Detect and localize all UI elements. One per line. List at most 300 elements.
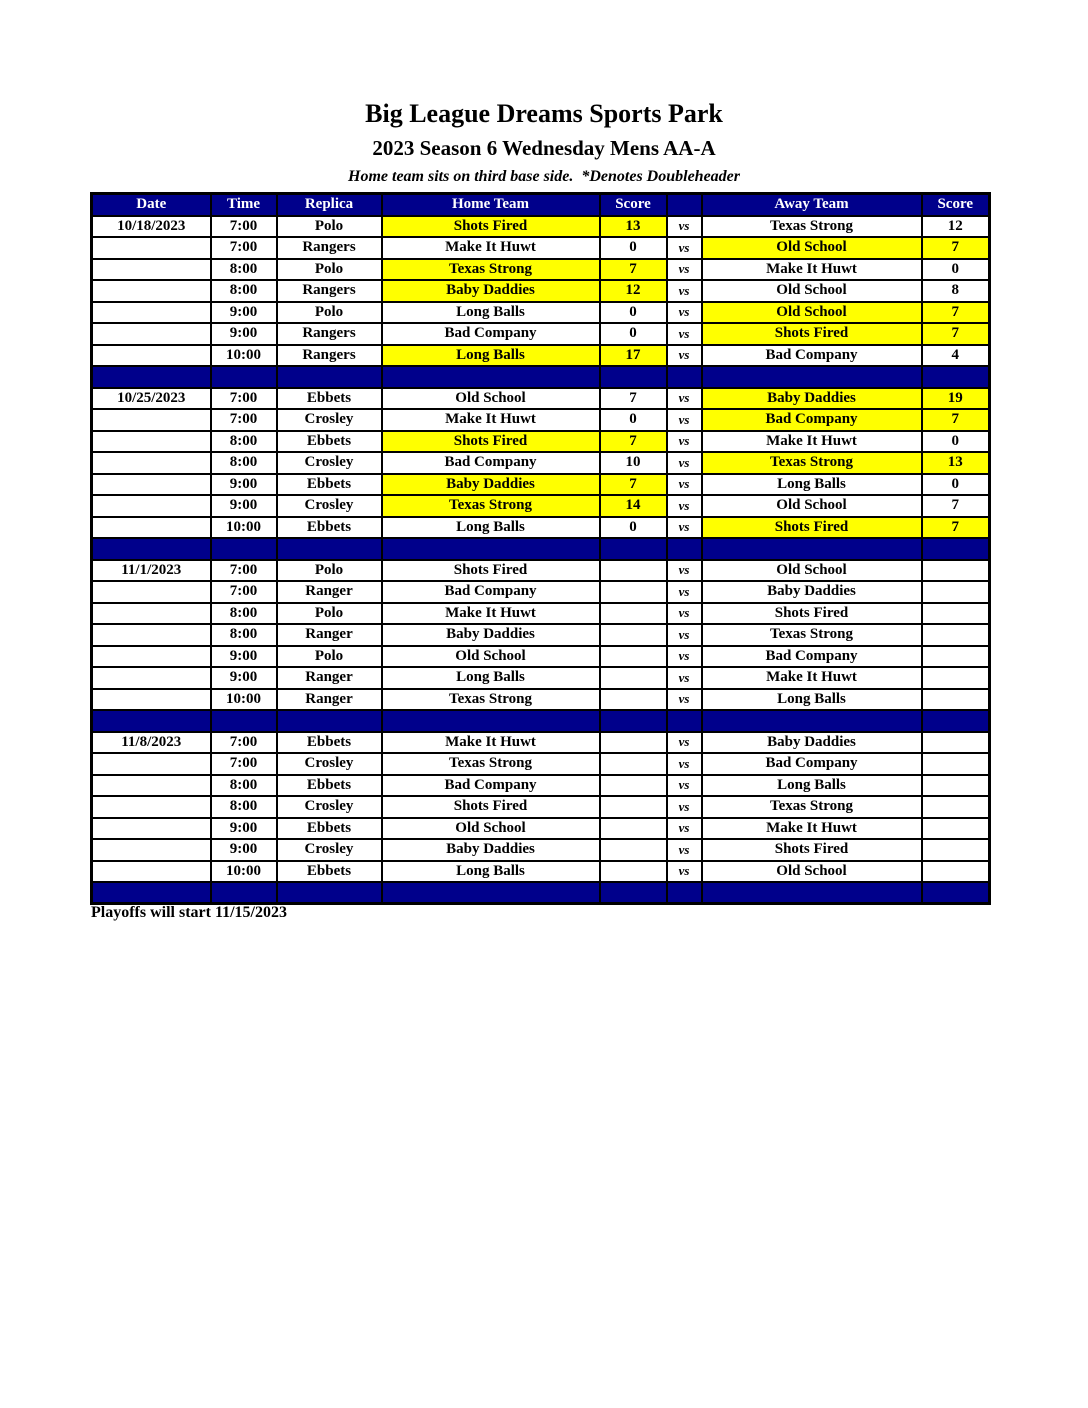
vs-cell: vs: [667, 452, 702, 474]
away-team-cell: Make It Huwt: [702, 259, 922, 281]
away-team-cell: Shots Fired: [702, 839, 922, 861]
away-team-cell: Texas Strong: [702, 216, 922, 238]
separator-row: [92, 710, 990, 732]
away-score-cell: 0: [922, 431, 990, 453]
away-team-cell: Long Balls: [702, 474, 922, 496]
home-team-cell: Long Balls: [382, 667, 600, 689]
replica-cell: Ebbets: [277, 388, 382, 410]
home-score-cell: 0: [600, 517, 667, 539]
home-team-cell: Long Balls: [382, 345, 600, 367]
home-score-cell: [600, 775, 667, 797]
game-row: [92, 474, 990, 496]
vs-cell: vs: [667, 861, 702, 883]
time-cell: 10:00: [211, 689, 277, 711]
away-score-cell: [922, 732, 990, 754]
away-team-cell: Baby Daddies: [702, 388, 922, 410]
replica-cell: Rangers: [277, 280, 382, 302]
home-score-cell: 0: [600, 237, 667, 259]
date-cell: [92, 280, 211, 302]
replica-cell: Polo: [277, 302, 382, 324]
col-header-home-team: Home Team: [382, 194, 600, 216]
time-cell: 9:00: [211, 474, 277, 496]
date-cell: 10/25/2023: [92, 388, 211, 410]
col-header-vs: [667, 194, 702, 216]
home-team-cell: Long Balls: [382, 302, 600, 324]
home-score-cell: [600, 603, 667, 625]
vs-cell: vs: [667, 388, 702, 410]
col-header-away-score: Score: [922, 194, 990, 216]
away-score-cell: 7: [922, 517, 990, 539]
home-team-cell: Baby Daddies: [382, 280, 600, 302]
page-title: Big League Dreams Sports Park: [365, 99, 723, 128]
date-cell: [92, 667, 211, 689]
separator-cell: [600, 366, 667, 388]
home-team-cell: Texas Strong: [382, 495, 600, 517]
separator-cell: [211, 882, 277, 904]
schedule-table: [90, 192, 991, 905]
game-row: [92, 818, 990, 840]
game-row: [92, 667, 990, 689]
date-cell: [92, 409, 211, 431]
time-cell: 9:00: [211, 818, 277, 840]
vs-cell: vs: [667, 560, 702, 582]
separator-cell: [600, 538, 667, 560]
date-cell: [92, 345, 211, 367]
time-cell: 7:00: [211, 560, 277, 582]
home-score-cell: 14: [600, 495, 667, 517]
separator-cell: [600, 882, 667, 904]
time-cell: 8:00: [211, 775, 277, 797]
away-team-cell: Old School: [702, 237, 922, 259]
time-cell: 7:00: [211, 581, 277, 603]
home-score-cell: [600, 732, 667, 754]
home-team-cell: Shots Fired: [382, 216, 600, 238]
game-row: [92, 431, 990, 453]
time-cell: 8:00: [211, 452, 277, 474]
away-score-cell: 7: [922, 302, 990, 324]
vs-cell: vs: [667, 667, 702, 689]
separator-cell: [667, 882, 702, 904]
separator-cell: [382, 882, 600, 904]
replica-cell: Rangers: [277, 237, 382, 259]
home-team-cell: Shots Fired: [382, 796, 600, 818]
home-score-cell: [600, 839, 667, 861]
game-row: [92, 452, 990, 474]
time-cell: 10:00: [211, 517, 277, 539]
separator-cell: [702, 538, 922, 560]
away-team-cell: Bad Company: [702, 753, 922, 775]
away-team-cell: Make It Huwt: [702, 818, 922, 840]
home-team-cell: Make It Huwt: [382, 732, 600, 754]
date-cell: [92, 796, 211, 818]
away-team-cell: Old School: [702, 280, 922, 302]
vs-cell: vs: [667, 624, 702, 646]
home-team-cell: Texas Strong: [382, 689, 600, 711]
schedule-table-body: [92, 216, 990, 904]
date-cell: [92, 753, 211, 775]
away-score-cell: 7: [922, 495, 990, 517]
game-row: [92, 603, 990, 625]
away-score-cell: 7: [922, 409, 990, 431]
game-row: [92, 388, 990, 410]
separator-cell: [277, 882, 382, 904]
date-cell: [92, 646, 211, 668]
home-team-cell: Old School: [382, 646, 600, 668]
home-score-cell: [600, 646, 667, 668]
home-score-cell: 13: [600, 216, 667, 238]
separator-cell: [922, 882, 990, 904]
time-cell: 7:00: [211, 388, 277, 410]
away-team-cell: Texas Strong: [702, 452, 922, 474]
away-team-cell: Old School: [702, 495, 922, 517]
replica-cell: Ebbets: [277, 861, 382, 883]
away-score-cell: 4: [922, 345, 990, 367]
vs-cell: vs: [667, 753, 702, 775]
vs-cell: vs: [667, 431, 702, 453]
replica-cell: Rangers: [277, 345, 382, 367]
separator-row: [92, 366, 990, 388]
away-team-cell: Long Balls: [702, 689, 922, 711]
home-score-cell: 7: [600, 431, 667, 453]
home-team-cell: Bad Company: [382, 323, 600, 345]
vs-cell: vs: [667, 775, 702, 797]
date-cell: [92, 818, 211, 840]
vs-cell: vs: [667, 216, 702, 238]
separator-cell: [382, 538, 600, 560]
date-cell: [92, 323, 211, 345]
away-team-cell: Shots Fired: [702, 517, 922, 539]
separator-cell: [211, 538, 277, 560]
schedule-table-head: [92, 194, 990, 216]
replica-cell: Ebbets: [277, 517, 382, 539]
separator-cell: [702, 882, 922, 904]
date-cell: [92, 624, 211, 646]
vs-cell: vs: [667, 581, 702, 603]
away-team-cell: Bad Company: [702, 646, 922, 668]
col-header-date: Date: [92, 194, 211, 216]
date-cell: [92, 839, 211, 861]
time-cell: 7:00: [211, 237, 277, 259]
home-team-cell: Shots Fired: [382, 560, 600, 582]
replica-cell: Ebbets: [277, 474, 382, 496]
home-score-cell: [600, 753, 667, 775]
replica-cell: Crosley: [277, 495, 382, 517]
time-cell: 7:00: [211, 732, 277, 754]
away-team-cell: Old School: [702, 861, 922, 883]
vs-cell: vs: [667, 323, 702, 345]
replica-cell: Ebbets: [277, 818, 382, 840]
game-row: [92, 259, 990, 281]
home-team-cell: Baby Daddies: [382, 624, 600, 646]
game-row: [92, 689, 990, 711]
col-header-away-team: Away Team: [702, 194, 922, 216]
away-team-cell: Baby Daddies: [702, 732, 922, 754]
time-cell: 9:00: [211, 495, 277, 517]
away-score-cell: 0: [922, 474, 990, 496]
time-cell: 7:00: [211, 409, 277, 431]
away-score-cell: 13: [922, 452, 990, 474]
separator-cell: [211, 366, 277, 388]
time-cell: 7:00: [211, 753, 277, 775]
home-team-cell: Make It Huwt: [382, 409, 600, 431]
separator-cell: [702, 366, 922, 388]
separator-row: [92, 538, 990, 560]
away-score-cell: [922, 796, 990, 818]
time-cell: 9:00: [211, 839, 277, 861]
away-score-cell: [922, 818, 990, 840]
home-score-cell: 0: [600, 302, 667, 324]
date-cell: [92, 603, 211, 625]
home-team-cell: Make It Huwt: [382, 603, 600, 625]
date-cell: [92, 581, 211, 603]
game-row: [92, 839, 990, 861]
home-score-cell: [600, 560, 667, 582]
away-score-cell: 19: [922, 388, 990, 410]
home-score-cell: [600, 581, 667, 603]
separator-row: [92, 882, 990, 904]
vs-cell: vs: [667, 689, 702, 711]
time-cell: 8:00: [211, 259, 277, 281]
game-row: [92, 861, 990, 883]
home-team-note: Home team sits on third base side. *Denotes Doubleheader: [348, 168, 740, 185]
home-score-cell: 7: [600, 388, 667, 410]
away-score-cell: 7: [922, 323, 990, 345]
vs-cell: vs: [667, 603, 702, 625]
replica-cell: Ranger: [277, 624, 382, 646]
away-team-cell: Shots Fired: [702, 603, 922, 625]
home-team-cell: Old School: [382, 818, 600, 840]
time-cell: 9:00: [211, 667, 277, 689]
date-cell: [92, 452, 211, 474]
time-cell: 8:00: [211, 603, 277, 625]
time-cell: 9:00: [211, 323, 277, 345]
date-cell: 11/8/2023: [92, 732, 211, 754]
home-score-cell: [600, 861, 667, 883]
home-score-cell: [600, 818, 667, 840]
separator-cell: [667, 710, 702, 732]
separator-cell: [277, 538, 382, 560]
date-cell: [92, 474, 211, 496]
home-team-cell: Baby Daddies: [382, 474, 600, 496]
home-team-cell: Shots Fired: [382, 431, 600, 453]
date-cell: [92, 302, 211, 324]
home-score-cell: 10: [600, 452, 667, 474]
home-score-cell: 0: [600, 323, 667, 345]
home-score-cell: [600, 689, 667, 711]
vs-cell: vs: [667, 474, 702, 496]
away-team-cell: Texas Strong: [702, 624, 922, 646]
replica-cell: Rangers: [277, 323, 382, 345]
game-row: [92, 216, 990, 238]
col-header-time: Time: [211, 194, 277, 216]
vs-cell: vs: [667, 839, 702, 861]
game-row: [92, 517, 990, 539]
date-cell: [92, 861, 211, 883]
replica-cell: Ranger: [277, 667, 382, 689]
home-score-cell: [600, 624, 667, 646]
game-row: [92, 345, 990, 367]
away-team-cell: Make It Huwt: [702, 431, 922, 453]
game-row: [92, 646, 990, 668]
separator-cell: [667, 366, 702, 388]
home-score-cell: [600, 796, 667, 818]
game-row: [92, 775, 990, 797]
replica-cell: Crosley: [277, 753, 382, 775]
col-header-replica: Replica: [277, 194, 382, 216]
home-team-cell: Baby Daddies: [382, 839, 600, 861]
home-team-cell: Bad Company: [382, 581, 600, 603]
replica-cell: Polo: [277, 560, 382, 582]
home-team-cell: Long Balls: [382, 861, 600, 883]
separator-cell: [92, 366, 211, 388]
replica-cell: Polo: [277, 603, 382, 625]
time-cell: 10:00: [211, 861, 277, 883]
separator-cell: [382, 710, 600, 732]
replica-cell: Ranger: [277, 581, 382, 603]
vs-cell: vs: [667, 345, 702, 367]
away-score-cell: [922, 689, 990, 711]
time-cell: 8:00: [211, 796, 277, 818]
date-cell: 11/1/2023: [92, 560, 211, 582]
away-score-cell: [922, 581, 990, 603]
separator-cell: [922, 538, 990, 560]
date-cell: [92, 517, 211, 539]
home-team-cell: Texas Strong: [382, 753, 600, 775]
game-row: [92, 302, 990, 324]
vs-cell: vs: [667, 237, 702, 259]
game-row: [92, 581, 990, 603]
home-team-cell: Texas Strong: [382, 259, 600, 281]
away-team-cell: Old School: [702, 302, 922, 324]
time-cell: 8:00: [211, 431, 277, 453]
separator-cell: [922, 366, 990, 388]
replica-cell: Ranger: [277, 689, 382, 711]
separator-cell: [92, 538, 211, 560]
replica-cell: Ebbets: [277, 431, 382, 453]
home-team-cell: Old School: [382, 388, 600, 410]
replica-cell: Polo: [277, 259, 382, 281]
col-header-home-score: Score: [600, 194, 667, 216]
away-team-cell: Old School: [702, 560, 922, 582]
time-cell: 9:00: [211, 302, 277, 324]
home-score-cell: 7: [600, 259, 667, 281]
away-score-cell: [922, 624, 990, 646]
separator-cell: [382, 366, 600, 388]
away-team-cell: Baby Daddies: [702, 581, 922, 603]
vs-cell: vs: [667, 732, 702, 754]
time-cell: 7:00: [211, 216, 277, 238]
home-score-cell: 0: [600, 409, 667, 431]
game-row: [92, 624, 990, 646]
away-team-cell: Long Balls: [702, 775, 922, 797]
away-team-cell: Bad Company: [702, 409, 922, 431]
replica-cell: Crosley: [277, 796, 382, 818]
home-team-cell: Long Balls: [382, 517, 600, 539]
game-row: [92, 732, 990, 754]
away-score-cell: [922, 603, 990, 625]
vs-cell: vs: [667, 818, 702, 840]
away-score-cell: 0: [922, 259, 990, 281]
separator-cell: [667, 538, 702, 560]
vs-cell: vs: [667, 280, 702, 302]
replica-cell: Ebbets: [277, 732, 382, 754]
replica-cell: Polo: [277, 646, 382, 668]
away-team-cell: Make It Huwt: [702, 667, 922, 689]
replica-cell: Crosley: [277, 409, 382, 431]
away-score-cell: 12: [922, 216, 990, 238]
away-score-cell: 7: [922, 237, 990, 259]
away-team-cell: Texas Strong: [702, 796, 922, 818]
date-cell: [92, 689, 211, 711]
game-row: [92, 796, 990, 818]
season-subtitle: 2023 Season 6 Wednesday Mens AA-A: [372, 136, 716, 160]
away-score-cell: [922, 646, 990, 668]
home-score-cell: 12: [600, 280, 667, 302]
time-cell: 10:00: [211, 345, 277, 367]
vs-cell: vs: [667, 646, 702, 668]
date-cell: 10/18/2023: [92, 216, 211, 238]
home-score-cell: 17: [600, 345, 667, 367]
header-row: [92, 194, 990, 216]
time-cell: 8:00: [211, 280, 277, 302]
away-score-cell: [922, 775, 990, 797]
away-team-cell: Bad Company: [702, 345, 922, 367]
date-cell: [92, 775, 211, 797]
replica-cell: Ebbets: [277, 775, 382, 797]
home-score-cell: 7: [600, 474, 667, 496]
replica-cell: Crosley: [277, 452, 382, 474]
playoffs-note: Playoffs will start 11/15/2023: [91, 904, 287, 921]
time-cell: 8:00: [211, 624, 277, 646]
date-cell: [92, 259, 211, 281]
away-score-cell: [922, 560, 990, 582]
home-score-cell: [600, 667, 667, 689]
game-row: [92, 280, 990, 302]
game-row: [92, 323, 990, 345]
separator-cell: [702, 710, 922, 732]
away-score-cell: [922, 753, 990, 775]
vs-cell: vs: [667, 259, 702, 281]
home-team-cell: Make It Huwt: [382, 237, 600, 259]
vs-cell: vs: [667, 495, 702, 517]
vs-cell: vs: [667, 796, 702, 818]
separator-cell: [277, 366, 382, 388]
time-cell: 9:00: [211, 646, 277, 668]
away-score-cell: [922, 839, 990, 861]
vs-cell: vs: [667, 409, 702, 431]
away-score-cell: [922, 861, 990, 883]
game-row: [92, 409, 990, 431]
date-cell: [92, 237, 211, 259]
separator-cell: [92, 882, 211, 904]
separator-cell: [922, 710, 990, 732]
date-cell: [92, 495, 211, 517]
separator-cell: [277, 710, 382, 732]
date-cell: [92, 431, 211, 453]
game-row: [92, 237, 990, 259]
away-score-cell: 8: [922, 280, 990, 302]
game-row: [92, 495, 990, 517]
vs-cell: vs: [667, 517, 702, 539]
vs-cell: vs: [667, 302, 702, 324]
game-row: [92, 560, 990, 582]
separator-cell: [211, 710, 277, 732]
away-team-cell: Shots Fired: [702, 323, 922, 345]
home-team-cell: Bad Company: [382, 452, 600, 474]
away-score-cell: [922, 667, 990, 689]
game-row: [92, 753, 990, 775]
replica-cell: Crosley: [277, 839, 382, 861]
